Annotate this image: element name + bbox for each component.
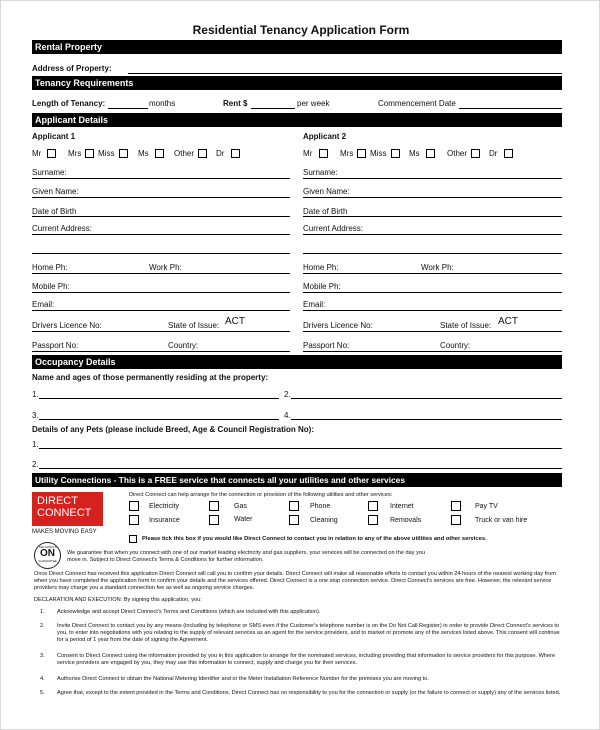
always-on-badge bbox=[34, 542, 61, 569]
section-applicant-details: Applicant Details bbox=[32, 113, 562, 127]
home-phone-label: Home Ph: bbox=[32, 263, 68, 272]
title-mrs-label: Mrs bbox=[340, 149, 354, 158]
removals-checkbox[interactable] bbox=[368, 515, 378, 525]
resident-1-number: 1. bbox=[32, 390, 39, 399]
email-field[interactable] bbox=[32, 310, 290, 311]
title-other-checkbox[interactable] bbox=[198, 149, 207, 158]
pet-1-number: 1. bbox=[32, 440, 39, 449]
date-of-birth-label: Date of Birth bbox=[32, 207, 77, 216]
declaration-item-5-number: 5. bbox=[40, 690, 45, 696]
phone-checkbox[interactable] bbox=[289, 501, 299, 511]
resident-4-number: 4. bbox=[284, 411, 291, 420]
title-other-label: Other bbox=[174, 149, 195, 158]
per-week-label: per week bbox=[297, 99, 330, 108]
processing-paragraph: Once Direct Connect has received this application Direct Connect will call you to confirm your details. Direct Connect will make all reasonable efforts to contact you within 24 hours of the nearest working day from when you have completed the application form to confirm your details and the services offered. Direct Connect is a one stop connection service. Direct Connect's services are free. However, the relevant service providers may charge you a standard connection fee as well as ongoing service charges. bbox=[34, 571, 556, 592]
section-occupancy-details: Occupancy Details bbox=[32, 355, 562, 369]
given-name-field[interactable] bbox=[303, 197, 562, 198]
badge-top-text: THE ALWAYS bbox=[38, 545, 57, 549]
removals-label: Removals bbox=[390, 517, 422, 524]
title-dr-checkbox[interactable] bbox=[231, 149, 240, 158]
cleaning-checkbox[interactable] bbox=[289, 515, 299, 525]
declaration-item-2-number: 2. bbox=[40, 623, 45, 629]
title-dr-checkbox[interactable] bbox=[504, 149, 513, 158]
title-miss-checkbox[interactable] bbox=[391, 149, 400, 158]
date-of-birth-label: Date of Birth bbox=[303, 207, 348, 216]
state-of-issue-value[interactable]: ACT bbox=[225, 316, 245, 327]
declaration-item-5: Agree that, except to the extent provided in the Terms and Conditions, Direct Connect has no responsibility to you for the connection or supply (or the failure to connect or supply) any of the services listed. bbox=[57, 690, 561, 696]
declaration-item-1: Acknowledge and accept Direct Connect's Terms and Conditions (which are included with this application). bbox=[57, 609, 321, 615]
title-ms-label: Ms bbox=[409, 149, 420, 158]
insurance-label: Insurance bbox=[149, 517, 180, 524]
given-name-label: Given Name: bbox=[32, 187, 79, 196]
pet-2-number: 2. bbox=[32, 460, 39, 469]
length-of-tenancy-label: Length of Tenancy: bbox=[32, 99, 106, 108]
electricity-checkbox[interactable] bbox=[129, 501, 139, 511]
months-label: months bbox=[149, 99, 176, 108]
surname-field[interactable] bbox=[32, 178, 290, 179]
section-rental-property: Rental Property bbox=[32, 40, 562, 54]
mobile-phone-label: Mobile Ph: bbox=[32, 282, 70, 291]
title-other-label: Other bbox=[447, 149, 468, 158]
address-of-property-field[interactable] bbox=[128, 73, 562, 74]
pet-2-field[interactable] bbox=[39, 468, 562, 469]
title-mrs-checkbox[interactable] bbox=[357, 149, 366, 158]
pets-label: Details of any Pets (please include Breed, Age & Council Registration No): bbox=[32, 425, 314, 434]
applicant-2-heading: Applicant 2 bbox=[303, 132, 347, 141]
logo-line-2: CONNECT bbox=[37, 507, 92, 519]
tick-notice: Please tick this box if you would like Direct Connect to contact you in relation to any of the above utilities and other services. bbox=[142, 536, 487, 542]
surname-field[interactable] bbox=[303, 178, 562, 179]
pay-tv-checkbox[interactable] bbox=[451, 501, 461, 511]
current-address-field-2[interactable] bbox=[303, 253, 562, 254]
drivers-licence-label: Drivers Licence No: bbox=[303, 321, 373, 330]
title-miss-label: Miss bbox=[98, 149, 115, 158]
current-address-field-2[interactable] bbox=[32, 253, 290, 254]
state-of-issue-label: State of Issue: bbox=[168, 321, 220, 330]
resident-2-field[interactable] bbox=[291, 398, 562, 399]
truck-hire-checkbox[interactable] bbox=[451, 515, 461, 525]
surname-label: Surname: bbox=[303, 168, 338, 177]
logo-line-1: DIRECT bbox=[37, 495, 78, 507]
date-of-birth-field[interactable] bbox=[303, 216, 562, 217]
country-label: Country: bbox=[168, 341, 199, 350]
declaration-item-1-number: 1. bbox=[40, 609, 45, 615]
declaration-heading: DECLARATION AND EXECUTION: By signing this application, you: bbox=[34, 597, 202, 603]
drivers-licence-label: Drivers Licence No: bbox=[32, 321, 102, 330]
declaration-item-4-number: 4. bbox=[40, 676, 45, 682]
title-ms-checkbox[interactable] bbox=[426, 149, 435, 158]
residents-label: Name and ages of those permanently residing at the property: bbox=[32, 373, 269, 382]
surname-label: Surname: bbox=[32, 168, 67, 177]
water-checkbox[interactable] bbox=[209, 515, 219, 525]
drivers-licence-field[interactable] bbox=[303, 331, 562, 332]
phone-field[interactable] bbox=[303, 273, 562, 274]
title-mr-checkbox[interactable] bbox=[47, 149, 56, 158]
current-address-field[interactable] bbox=[32, 234, 290, 235]
resident-2-number: 2. bbox=[284, 390, 291, 399]
page-title: Residential Tenancy Application Form bbox=[192, 23, 410, 37]
commencement-date-label: Commencement Date bbox=[378, 99, 456, 108]
date-of-birth-field[interactable] bbox=[32, 216, 290, 217]
utility-intro: Direct Connect can help arrange for the connection or provision of the following utilities and other services: bbox=[129, 492, 393, 498]
cleaning-label: Cleaning bbox=[310, 517, 338, 524]
mobile-phone-label: Mobile Ph: bbox=[303, 282, 341, 291]
mobile-phone-field[interactable] bbox=[303, 292, 562, 293]
address-of-property-label: Address of Property: bbox=[32, 64, 112, 73]
pay-tv-label: Pay TV bbox=[475, 503, 498, 510]
passport-field[interactable] bbox=[303, 351, 562, 352]
applicant-1-heading: Applicant 1 bbox=[32, 132, 76, 141]
current-address-label: Current Address: bbox=[303, 224, 364, 233]
section-utility-connections: Utility Connections - This is a FREE service that connects all your utilities and other services bbox=[32, 473, 562, 487]
state-of-issue-value[interactable]: ACT bbox=[498, 316, 518, 327]
title-mrs-label: Mrs bbox=[68, 149, 82, 158]
resident-3-number: 3. bbox=[32, 411, 39, 420]
given-name-label: Given Name: bbox=[303, 187, 350, 196]
electricity-label: Electricity bbox=[149, 503, 179, 510]
email-field[interactable] bbox=[303, 310, 562, 311]
title-ms-label: Ms bbox=[138, 149, 149, 158]
declaration-item-2: Invite Direct Connect to contact you by any means (including by telephone or SMS even if the Customer's telephone number is on the Do Not Call Register) in order to provide Direct Connect's services to you, to enter into negotiations with you relating to the supply of relevant services as an agent for the service providers, and to market or promote any of the services listed above. This consent will continue for a period of 1 year from the date of signing the Agreement. bbox=[57, 623, 560, 644]
rent-field[interactable] bbox=[251, 108, 295, 109]
given-name-field[interactable] bbox=[32, 197, 290, 198]
title-other-checkbox[interactable] bbox=[471, 149, 480, 158]
rent-label: Rent $ bbox=[223, 99, 248, 108]
internet-checkbox[interactable] bbox=[368, 501, 378, 511]
email-label: Email: bbox=[303, 300, 326, 309]
resident-1-field[interactable] bbox=[39, 398, 279, 399]
contact-consent-checkbox[interactable] bbox=[129, 535, 137, 543]
section-tenancy-requirements: Tenancy Requirements bbox=[32, 76, 562, 90]
gas-checkbox[interactable] bbox=[209, 501, 219, 511]
phone-label: Phone bbox=[310, 503, 331, 510]
title-dr-label: Dr bbox=[216, 149, 225, 158]
direct-connect-logo bbox=[32, 492, 103, 526]
pet-1-field[interactable] bbox=[39, 448, 562, 449]
country-label: Country: bbox=[440, 341, 471, 350]
declaration-item-4: Authorise Direct Connect to obtain the National Metering Identifier and or the Meter Installation Reference Number for the premises you are moving to. bbox=[57, 676, 429, 682]
length-of-tenancy-field[interactable] bbox=[108, 108, 148, 109]
state-of-issue-label: State of Issue: bbox=[440, 321, 492, 330]
phone-field[interactable] bbox=[32, 273, 290, 274]
insurance-checkbox[interactable] bbox=[129, 515, 139, 525]
declaration-item-3-number: 3. bbox=[40, 653, 45, 659]
title-miss-checkbox[interactable] bbox=[119, 149, 128, 158]
title-ms-checkbox[interactable] bbox=[155, 149, 164, 158]
title-miss-label: Miss bbox=[370, 149, 387, 158]
logo-tagline: MAKES MOVING EASY bbox=[32, 529, 97, 535]
passport-label: Passport No: bbox=[303, 341, 350, 350]
badge-bottom-text: GUARANTEE bbox=[38, 559, 57, 563]
title-mr-checkbox[interactable] bbox=[319, 149, 328, 158]
resident-4-field[interactable] bbox=[291, 419, 562, 420]
passport-field[interactable] bbox=[32, 351, 290, 352]
current-address-label: Current Address: bbox=[32, 224, 93, 233]
drivers-licence-field[interactable] bbox=[32, 331, 290, 332]
gas-label: Gas bbox=[234, 503, 247, 510]
passport-label: Passport No: bbox=[32, 341, 79, 350]
mobile-phone-field[interactable] bbox=[32, 292, 290, 293]
title-dr-label: Dr bbox=[489, 149, 498, 158]
title-mrs-checkbox[interactable] bbox=[85, 149, 94, 158]
current-address-field[interactable] bbox=[303, 234, 562, 235]
email-label: Email: bbox=[32, 300, 55, 309]
title-mr-label: Mr bbox=[32, 149, 42, 158]
work-phone-label: Work Ph: bbox=[149, 263, 182, 272]
truck-hire-label: Truck or van hire bbox=[475, 517, 528, 524]
declaration-item-3: Consent to Direct Connect using the information provided by you in this application to arrange for the nominated services, including providing that information to service providers for this purpose. Where service providers are engaged by you, they may use this information to connect, supply and charge you for their services. bbox=[57, 653, 556, 667]
badge-main-text: ON bbox=[40, 548, 55, 559]
guarantee-text: We guarantee that when you connect with one of our market leading electricity and gas suppliers, your services will be connected on the day you move in. Subject to Direct Connect's Terms & Conditions for further information. bbox=[67, 550, 426, 564]
resident-3-field[interactable] bbox=[39, 419, 279, 420]
home-phone-label: Home Ph: bbox=[303, 263, 339, 272]
work-phone-label: Work Ph: bbox=[421, 263, 454, 272]
commencement-date-field[interactable] bbox=[459, 108, 562, 109]
internet-label: Internet bbox=[390, 503, 414, 510]
title-mr-label: Mr bbox=[303, 149, 313, 158]
water-label: Water bbox=[234, 516, 253, 523]
